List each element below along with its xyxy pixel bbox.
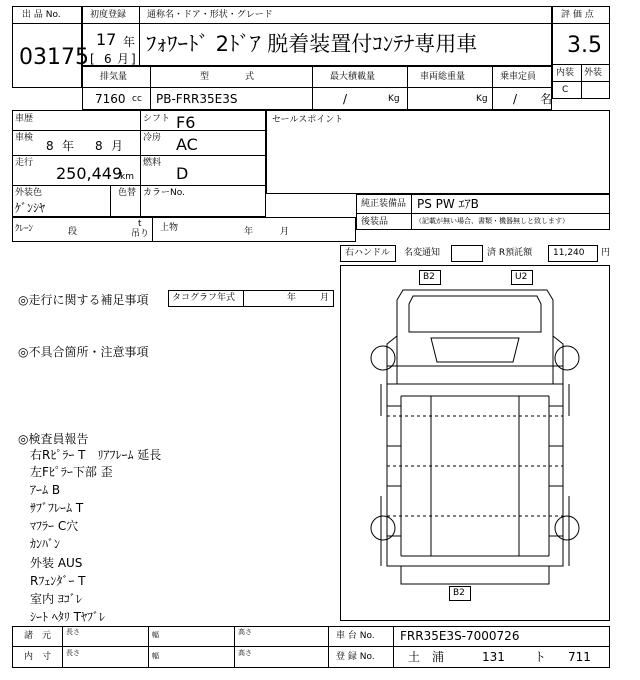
crane-row	[12, 217, 356, 242]
reg-notice-box	[451, 245, 483, 262]
mileage-value: 250,449	[56, 164, 123, 183]
inspector-line: ﾏﾌﾗｰ C穴	[30, 519, 79, 533]
model-label: 型 式	[200, 72, 255, 82]
aftermarket-label: 後装品	[361, 217, 389, 227]
registration-kana: ト	[534, 650, 547, 664]
inspector-line: 外装 AUS	[30, 556, 83, 570]
ext-color-label: 外装色	[15, 188, 43, 198]
genuine-equipment-value: PS PW ｴｱB	[417, 197, 479, 211]
registration-label: 登 録 No.	[336, 652, 375, 662]
genuine-equipment-label: 純正装備品	[361, 199, 407, 209]
color-no-label: カラーNo.	[143, 188, 185, 198]
fuel-label: 燃料	[143, 158, 162, 168]
vehicle-diagram	[340, 265, 610, 621]
truck-outline-diagram	[341, 266, 609, 620]
grade-value: 3.5	[567, 33, 602, 58]
dims-label: 諸 元	[24, 631, 52, 641]
registration-area: 土 浦	[408, 650, 445, 664]
vehicle-name: ﾌｫﾜｰﾄﾞ 2ﾄﾞｱ 脱着装置付ｺﾝﾃﾅ専用車	[146, 32, 478, 56]
chassis-number: FRR35E3S-7000726	[400, 629, 520, 643]
first-reg-month: 6	[104, 52, 112, 66]
grade-label: 評 価 点	[561, 10, 594, 20]
month-unit: 月	[117, 52, 130, 66]
displacement-value: 7160	[95, 92, 126, 106]
registration-number: 711	[568, 650, 591, 664]
lot-label: 出 品 No.	[22, 10, 61, 20]
aftermarket-note: （記載が無い場合、書類・機器無しと致します）	[415, 217, 569, 225]
shift-label: シフト	[143, 114, 171, 124]
history-label: 車歴	[15, 114, 34, 124]
inspector-line: Rﾌｪﾝﾀﾞｰ T	[30, 574, 86, 588]
history-box	[12, 110, 266, 217]
exterior-label: 外装	[584, 68, 603, 78]
supplement-label: ◎走行に関する補足事項	[18, 293, 149, 307]
ac-label: 冷房	[143, 133, 162, 143]
damage-tag-label: B2	[453, 588, 465, 598]
mileage-label: 走行	[15, 158, 34, 168]
inspector-line: ｱｰﾑ B	[30, 483, 61, 497]
displacement-label: 排気量	[100, 72, 128, 82]
inspector-label: ◎検査員報告	[18, 432, 89, 446]
ac-value: AC	[176, 135, 198, 154]
gross-weight-label: 車両総重量	[420, 72, 466, 82]
damage-tag-label: U2	[515, 272, 528, 282]
registration-class: 131	[482, 650, 505, 664]
ext-color-value: ｹﾞﾝｼﾔ	[15, 201, 46, 215]
chassis-label: 車 台 No.	[336, 631, 375, 641]
crane-label: ｸﾚｰﾝ	[15, 224, 34, 234]
inspector-line: ｶﾝﾊﾞﾝ	[30, 537, 61, 551]
sales-point-label: セールスポイント	[272, 115, 344, 125]
shift-value: F6	[176, 113, 196, 132]
recycle-label: 済 R預託額	[487, 248, 533, 258]
interior-label: 内装	[556, 68, 575, 78]
damage-tag-label: B2	[423, 272, 435, 282]
inner-dims-label: 内 寸	[24, 652, 52, 662]
inspector-line: 右Rﾋﾟﾗｰ T ﾘｱﾌﾚｰﾑ 延長	[30, 448, 162, 462]
inspector-line: 左Fﾋﾟﾗｰ下部 歪	[30, 465, 113, 479]
inspector-line: ｻﾌﾞﾌﾚｰﾑ T	[30, 501, 84, 515]
lot-number: 03175	[19, 45, 89, 70]
inspection-label: 車検	[15, 133, 34, 143]
inspector-line: 室内 ﾖｺﾞﾚ	[30, 592, 82, 606]
first-reg-label: 初度登録	[90, 10, 127, 20]
model-code: PB-FRR35E3S	[156, 92, 238, 106]
model-header-label: 通称名・ドア・形状・グレード	[147, 10, 273, 20]
tachograph-label: タコグラフ年式	[172, 293, 236, 303]
mount-label: 上物	[160, 223, 179, 233]
first-reg-year: 17	[96, 30, 117, 49]
footer-table	[12, 626, 610, 668]
inspection-month: 8	[95, 139, 103, 153]
year-unit: 年	[123, 35, 136, 49]
color-change-label: 色替	[118, 188, 137, 198]
capacity-label: 乗車定員	[500, 72, 537, 82]
recycle-value: 11,240	[553, 248, 585, 258]
rhd-label: 右ハンドル	[345, 248, 391, 258]
fuel-value: D	[176, 164, 189, 183]
inspector-line: ｼｰﾄ ﾍﾀﾘ Tﾔﾌﾞﾚ	[30, 610, 105, 624]
reg-notice-label: 名変通知	[404, 248, 441, 258]
interior-value: C	[562, 85, 569, 95]
inspection-year: 8	[46, 139, 54, 153]
max-load-label: 最大積載量	[330, 72, 376, 82]
defects-label: ◎不具合箇所・注意事項	[18, 345, 149, 359]
